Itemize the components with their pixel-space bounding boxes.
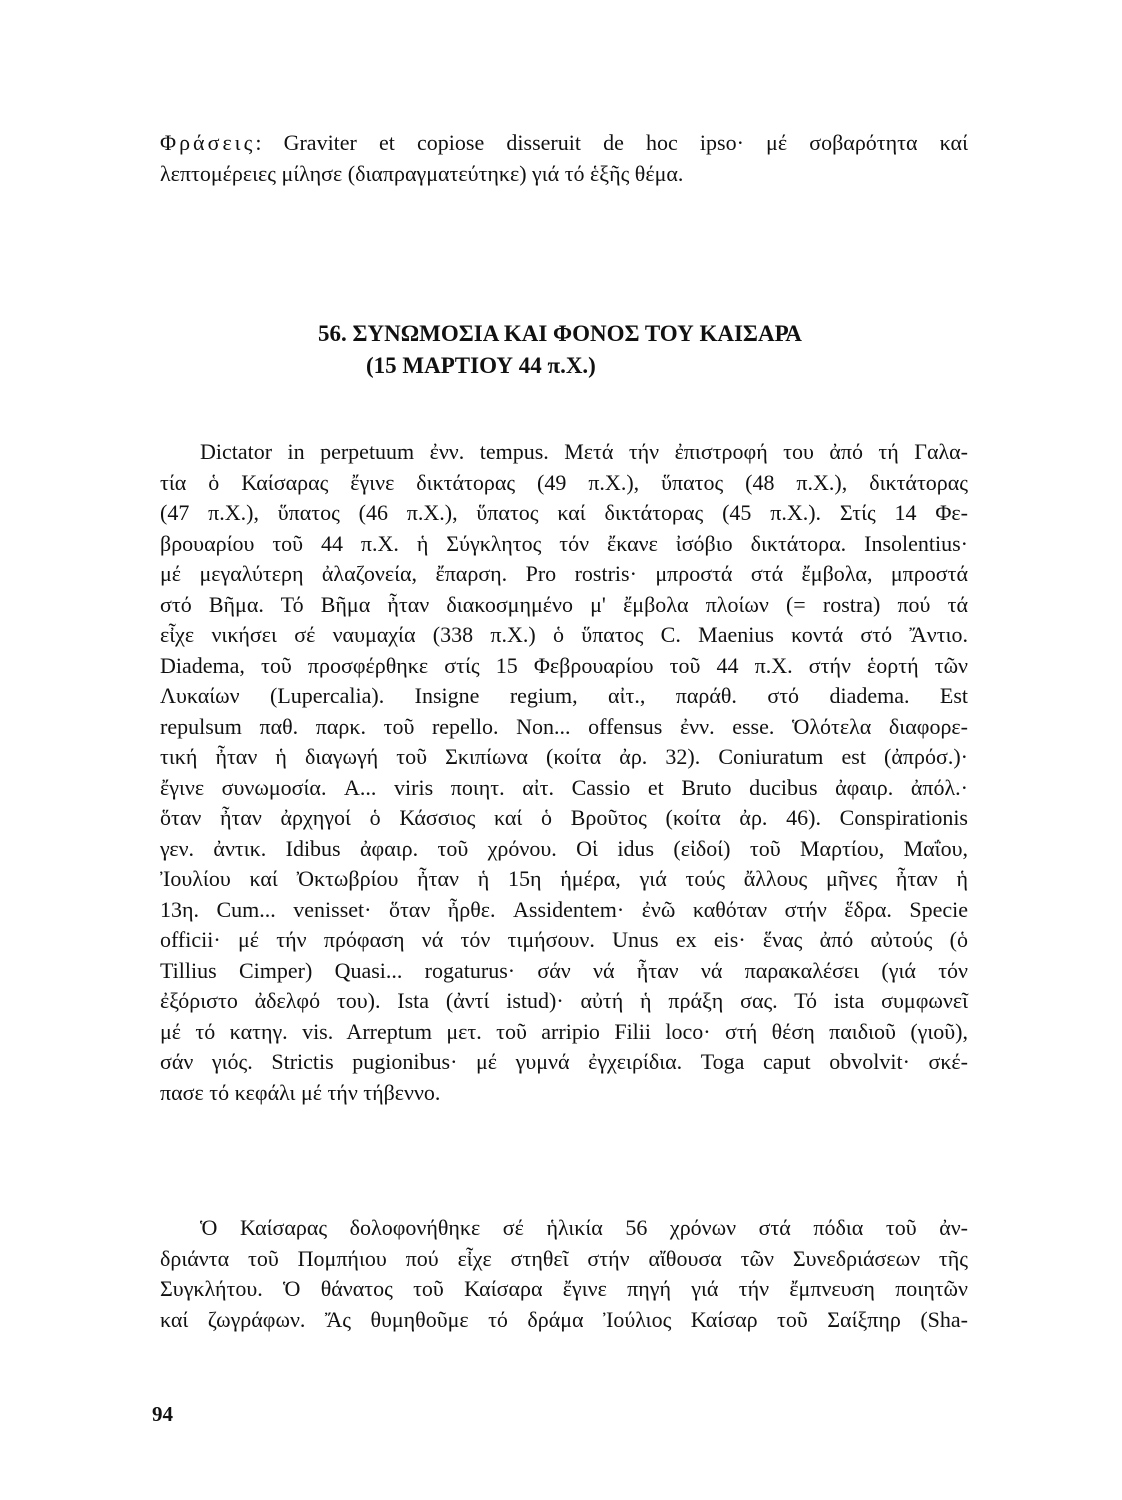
- commentary-line: τία ὁ Καίσαρας ἔγινε δικτάτορας (49 π.Χ.), ὕπατος (48 π.Χ.), δικτάτορας: [160, 469, 968, 495]
- commentary-line: βρουαρίου τοῦ 44 π.Χ. ἡ Σύγκλητος τόν ἔκανε ἰσόβιο δικτάτορα. Insolentius·: [160, 530, 968, 556]
- commentary-line: ἐξόριστο ἀδελφό του). Ista (ἀντί istud)· αὐτή ἡ πράξη σας. Τό ista συμφωνεῖ: [160, 988, 968, 1013]
- commentary-line: repulsum παθ. παρκ. τοῦ repello. Non... offensus ἐνν. esse. Ὁλότελα διαφορε-: [160, 713, 968, 739]
- commentary-line: Diadema, τοῦ προσφέρθηκε στίς 15 Φεβρουαρίου τοῦ 44 π.Χ. στήν ἑορτή τῶν: [160, 652, 968, 678]
- commentary-line: σάν γιός. Strictis pugionibus· μέ γυμνά ἐγχειρίδια. Toga caput obvolvit· σκέ-: [160, 1049, 968, 1074]
- commentary-line: 13η. Cum... venisset· ὅταν ἦρθε. Assidentem· ἐνῶ καθόταν στήν ἕδρα. Specie: [160, 896, 968, 922]
- commentary-line: Ἰουλίου καί Ὀκτωβρίου ἦταν ἡ 15η ἡμέρα, γιά τούς ἄλλους μῆνες ἦταν ἡ: [160, 866, 968, 891]
- commentary-line: Dictator in perpetuum ἐνν. tempus. Μετά τήν ἐπιστροφή του ἀπό τή Γαλα-: [200, 439, 968, 464]
- page-number: 94: [152, 1402, 173, 1426]
- section-heading: [318, 318, 878, 382]
- commentary-line: (47 π.Χ.), ὕπατος (46 π.Χ.), ὕπατος καί δικτάτορας (45 π.Χ.). Στίς 14 Φε-: [160, 500, 968, 525]
- closing-line: καί ζωγράφων. Ἄς θυμηθοῦμε τό δράμα Ἰούλιος Καίσαρ τοῦ Σαίξπηρ (Sha-: [160, 1306, 968, 1332]
- commentary-line: τική ἦταν ἡ διαγωγή τοῦ Σκιπίωνα (κοίτα ἀρ. 32). Coniuratum est (ἀπρόσ.)·: [160, 744, 968, 769]
- commentary-line: ἔγινε συνωμοσία. A... viris ποιητ. αἰτ. Cassio et Bruto ducibus ἀφαιρ. ἀπόλ.·: [160, 774, 968, 800]
- closing-paragraph: [160, 1213, 968, 1335]
- commentary-line: officii· μέ τήν πρόφαση νά τόν τιμήσουν. Unus ex eis· ἕνας ἀπό αὐτούς (ὁ: [160, 927, 968, 952]
- commentary-line: Λυκαίων (Lupercalia). Insigne regium, αἰτ., παράθ. στό diadema. Est: [160, 683, 968, 708]
- section-title: 56. ΣΥΝΩΜΟΣΙΑ ΚΑΙ ΦΟΝΟΣ ΤΟΥ ΚΑΙΣΑΡΑ: [318, 321, 802, 346]
- phrases-section: [160, 128, 968, 189]
- section-date: (15 ΜΑΡΤΙΟΥ 44 π.Χ.): [366, 353, 596, 378]
- phrases-text-1: : Graviter et copiose disseruit de hoc ipso· μέ σοβαρότητα καί: [255, 130, 968, 155]
- phrases-line-2: λεπτομέρειες μίλησε (διαπραγματεύτηκε) γιά τό ἑξῆς θέμα.: [160, 160, 684, 186]
- commentary-line: στό Βῆμα. Τό Βῆμα ἦταν διακοσμημένο μ' ἔμβολα πλοίων (= rostra) πού τά: [160, 591, 968, 617]
- commentary-line: ὅταν ἦταν ἀρχηγοί ὁ Κάσσιος καί ὁ Βροῦτος (κοίτα ἀρ. 46). Conspirationis: [160, 805, 968, 830]
- commentary-line: μέ τό κατηγ. vis. Arreptum μετ. τοῦ arripio Filii loco· στή θέση παιδιοῦ (γιοῦ),: [160, 1018, 968, 1044]
- commentary-paragraph: [160, 437, 968, 1108]
- phrases-line-1: [160, 128, 968, 159]
- closing-line: Ὁ Καίσαρας δολοφονήθηκε σέ ἡλικία 56 χρόνων στά πόδια τοῦ ἀν-: [200, 1215, 968, 1240]
- commentary-line: γεν. ἀντικ. Idibus ἀφαιρ. τοῦ χρόνου. Οἱ idus (εἰδοί) τοῦ Μαρτίου, Μαΐου,: [160, 835, 968, 861]
- commentary-line: μέ μεγαλύτερη ἀλαζονεία, ἔπαρση. Pro rostris· μπροστά στά ἔμβολα, μπροστά: [160, 561, 968, 586]
- commentary-line: εἶχε νικήσει σέ ναυμαχία (338 π.Χ.) ὁ ὕπατος C. Maenius κοντά στό Ἄντιο.: [160, 622, 968, 647]
- closing-line: Συγκλήτου. Ὁ θάνατος τοῦ Καίσαρα ἔγινε πηγή γιά τήν ἔμπνευση ποιητῶν: [160, 1276, 968, 1301]
- closing-line: δριάντα τοῦ Πομπήιου πού εἶχε στηθεῖ στήν αἴθουσα τῶν Συνεδριάσεων τῆς: [160, 1245, 968, 1271]
- commentary-line: πασε τό κεφάλι μέ τήν τήβεννο.: [160, 1079, 441, 1105]
- phrases-label: Φράσεις: [160, 130, 256, 155]
- commentary-line: Tillius Cimper) Quasi... rogaturus· σάν νά ἦταν νά παρακαλέσει (γιά τόν: [160, 957, 968, 983]
